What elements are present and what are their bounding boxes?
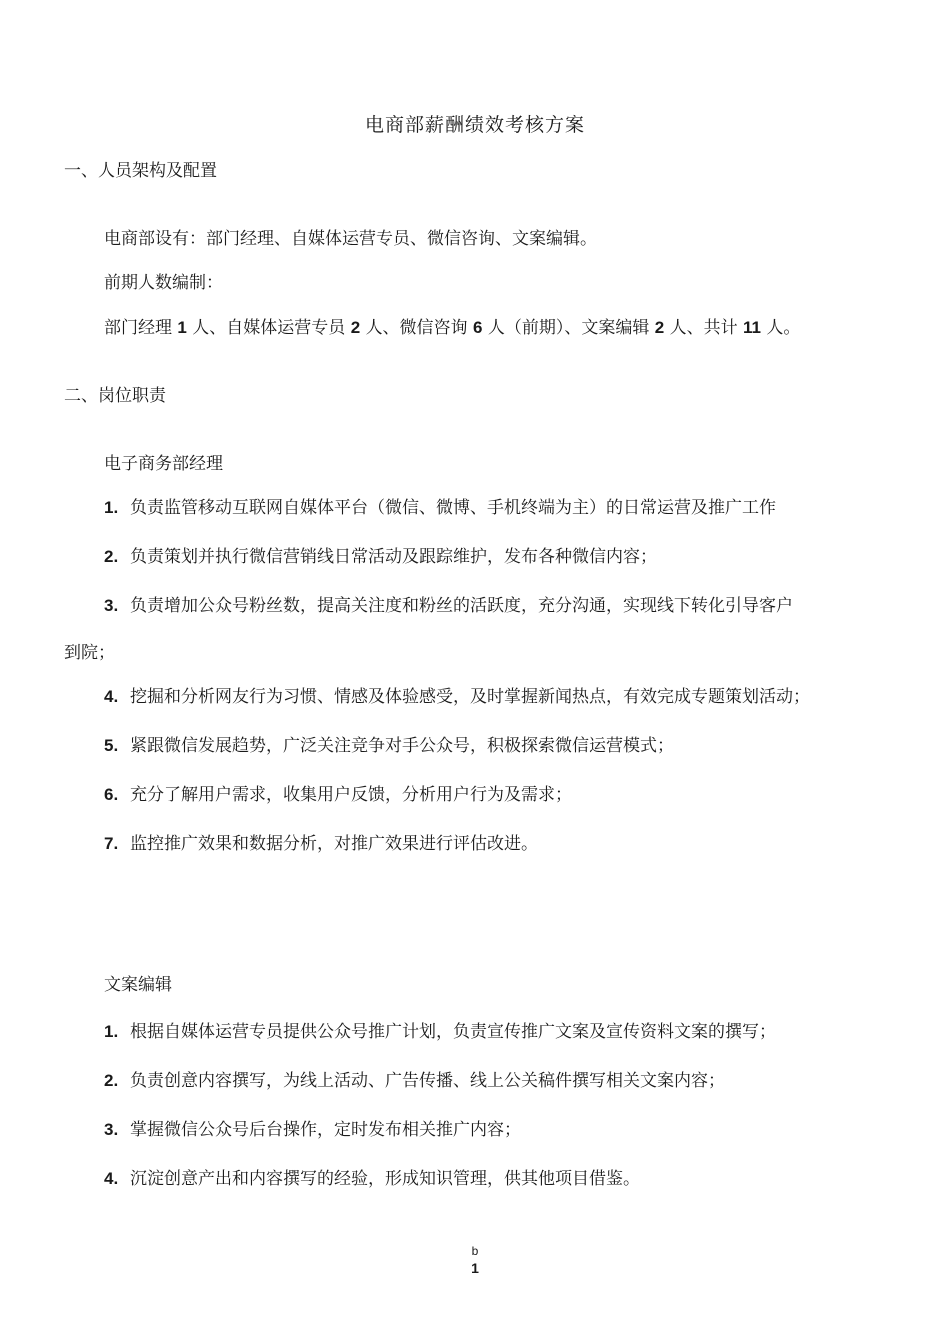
duty-text: 沉淀创意产出和内容撰写的经验，形成知识管理，供其他项目借鉴。: [130, 1169, 640, 1189]
staffing-count-5: 11: [743, 318, 762, 337]
staffing-text-4: 人（前期）、文案编辑: [487, 318, 650, 338]
duty-number: 5.: [104, 736, 119, 755]
department-roles-text: 电商部设有：部门经理、自媒体运营专员、微信咨询、文案编辑。: [104, 229, 597, 249]
staffing-label: 前期人数编制：: [104, 273, 223, 293]
duty-number: 3.: [104, 1120, 119, 1139]
duty-number: 2.: [104, 547, 119, 566]
duty-text: 挖掘和分析网友行为习惯、情感及体验感受，及时掌握新闻热点，有效完成专题策划活动；: [130, 687, 810, 707]
staffing-text-2: 人、自媒体运营专员: [192, 318, 346, 338]
copywriter-duty-1: [104, 1020, 776, 1044]
duty-text: 掌握微信公众号后台操作，定时发布相关推广内容；: [130, 1120, 521, 1140]
manager-role-title: 电子商务部经理: [104, 454, 223, 474]
duty-text: 紧跟微信发展趋势，广泛关注竞争对手公众号，积极探索微信运营模式；: [130, 736, 674, 756]
manager-duty-2: [104, 545, 657, 569]
staffing-count-2: 2: [350, 318, 361, 337]
duty-text: 根据自媒体运营专员提供公众号推广计划，负责宣传推广文案及宣传资料文案的撰写；: [130, 1022, 776, 1042]
footer-mark: b: [471, 1244, 479, 1258]
section-2-heading: 二、岗位职责: [64, 386, 166, 406]
duty-text: 监控推广效果和数据分析，对推广效果进行评估改进。: [130, 834, 538, 854]
manager-duty-7: [104, 832, 538, 856]
staffing-count-1: 1: [177, 318, 187, 337]
copywriter-role-title: 文案编辑: [104, 975, 172, 995]
staffing-count-3: 6: [472, 318, 483, 337]
duty-text: 负责策划并执行微信营销线日常活动及跟踪维护，发布各种微信内容；: [130, 547, 657, 567]
duty-number: 2.: [104, 1071, 119, 1090]
duty-number: 6.: [104, 785, 119, 804]
page-number: 1: [471, 1260, 479, 1276]
copywriter-duty-4: [104, 1167, 640, 1191]
manager-duty-1: [104, 496, 776, 520]
section-1-heading: 一、人员架构及配置: [64, 161, 217, 181]
duty-number: 1.: [104, 1022, 119, 1041]
document-title: 电商部薪酬绩效考核方案: [364, 114, 585, 136]
duty-text: 负责监管移动互联网自媒体平台（微信、微博、手机终端为主）的日常运营及推广工作: [130, 498, 776, 518]
staffing-counts: [104, 316, 800, 340]
duty-number: 3.: [104, 596, 119, 615]
manager-duty-6: [104, 783, 572, 807]
duty-number: 4.: [104, 687, 119, 706]
staffing-text-6: 人。: [766, 318, 801, 338]
duty-text: 负责创意内容撰写，为线上活动、广告传播、线上公关稿件撰写相关文案内容；: [130, 1071, 725, 1091]
staffing-text-3: 人、微信咨询: [365, 318, 468, 338]
manager-duty-5: [104, 734, 674, 758]
manager-duty-4: [104, 685, 810, 709]
duty-number: 4.: [104, 1169, 119, 1188]
duty-text: 充分了解用户需求，收集用户反馈，分析用户行为及需求；: [130, 785, 572, 805]
duty-text: 负责增加公众号粉丝数，提高关注度和粉丝的活跃度，充分沟通，实现线下转化引导客户: [130, 596, 793, 616]
staffing-count-4: 2: [654, 318, 665, 337]
staffing-text-5: 人、共计: [669, 318, 738, 338]
duty-number: 1.: [104, 498, 119, 517]
manager-duty-3-continuation: 到院；: [64, 643, 115, 663]
copywriter-duty-3: [104, 1118, 521, 1142]
manager-duty-3: [104, 594, 793, 618]
copywriter-duty-2: [104, 1069, 725, 1093]
staffing-text-1: 部门经理: [104, 318, 172, 338]
duty-number: 7.: [104, 834, 119, 853]
